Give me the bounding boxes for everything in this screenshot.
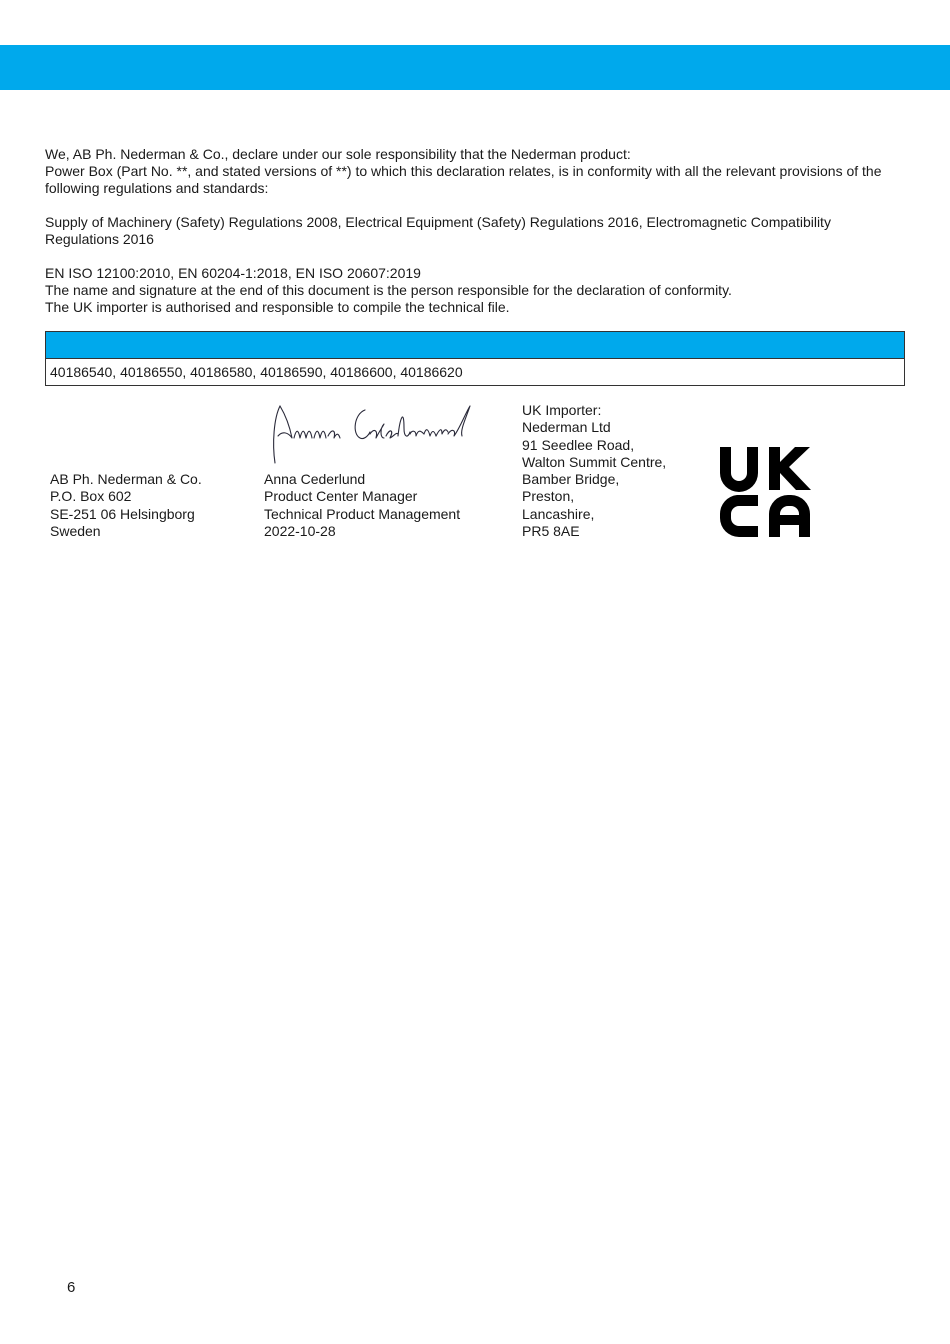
declaration-intro: We, AB Ph. Nederman & Co., declare under our sole responsibility that the Nederman product: [45,146,631,162]
uk-importer-address [522,402,666,540]
signature-image [270,398,490,468]
product-table-header [46,332,904,359]
importer-name: Nederman Ltd [522,419,611,436]
company-box: P.O. Box 602 [50,488,132,505]
company-city: SE-251 06 Helsingborg [50,505,195,522]
importer-area: Walton Summit Centre, [522,453,667,470]
company-address [50,471,202,540]
declaration-responsible: The name and signature at the end of this document is the person responsible for the declaration of conformity. [45,282,732,298]
importer-county: Lancashire, [522,505,595,522]
importer-street: 91 Seedlee Road, [522,436,635,453]
signatory-date: 2022-10-28 [264,522,336,539]
declaration-regulations: Supply of Machinery (Safety) Regulations 2008, Electrical Equipment (Safety) Regulations 2016, Electromagnetic Compatibility Regulations 2016 [45,214,831,247]
importer-label: UK Importer: [522,402,602,418]
product-part-numbers: 40186540, 40186550, 40186580, 40186590, 40186600, 40186620 [50,364,463,380]
company-country: Sweden [50,522,101,539]
ukca-mark-icon [718,445,812,539]
signatory-title: Product Center Manager [264,488,418,505]
declaration-text [45,146,905,316]
signatory-block [264,471,460,540]
company-name: AB Ph. Nederman & Co. [50,471,202,487]
signatory-name: Anna Cederlund [264,471,366,487]
declaration-product: Power Box (Part No. **, and stated versions of **) to which this declaration relates, is in conformity with all the relevant provisions of the following regulations and standards: [45,163,882,196]
importer-city: Preston, [522,488,575,505]
declaration-standards: EN ISO 12100:2010, EN 60204-1:2018, EN ISO 20607:2019 [45,265,421,281]
importer-town: Bamber Bridge, [522,471,620,488]
page-number: 6 [67,1279,76,1296]
importer-postcode: PR5 8AE [522,523,580,540]
signatory-department: Technical Product Management [264,505,461,522]
declaration-importer-note: The UK importer is authorised and responsible to compile the technical file. [45,299,510,315]
product-table [45,331,905,386]
header-band [0,45,950,90]
